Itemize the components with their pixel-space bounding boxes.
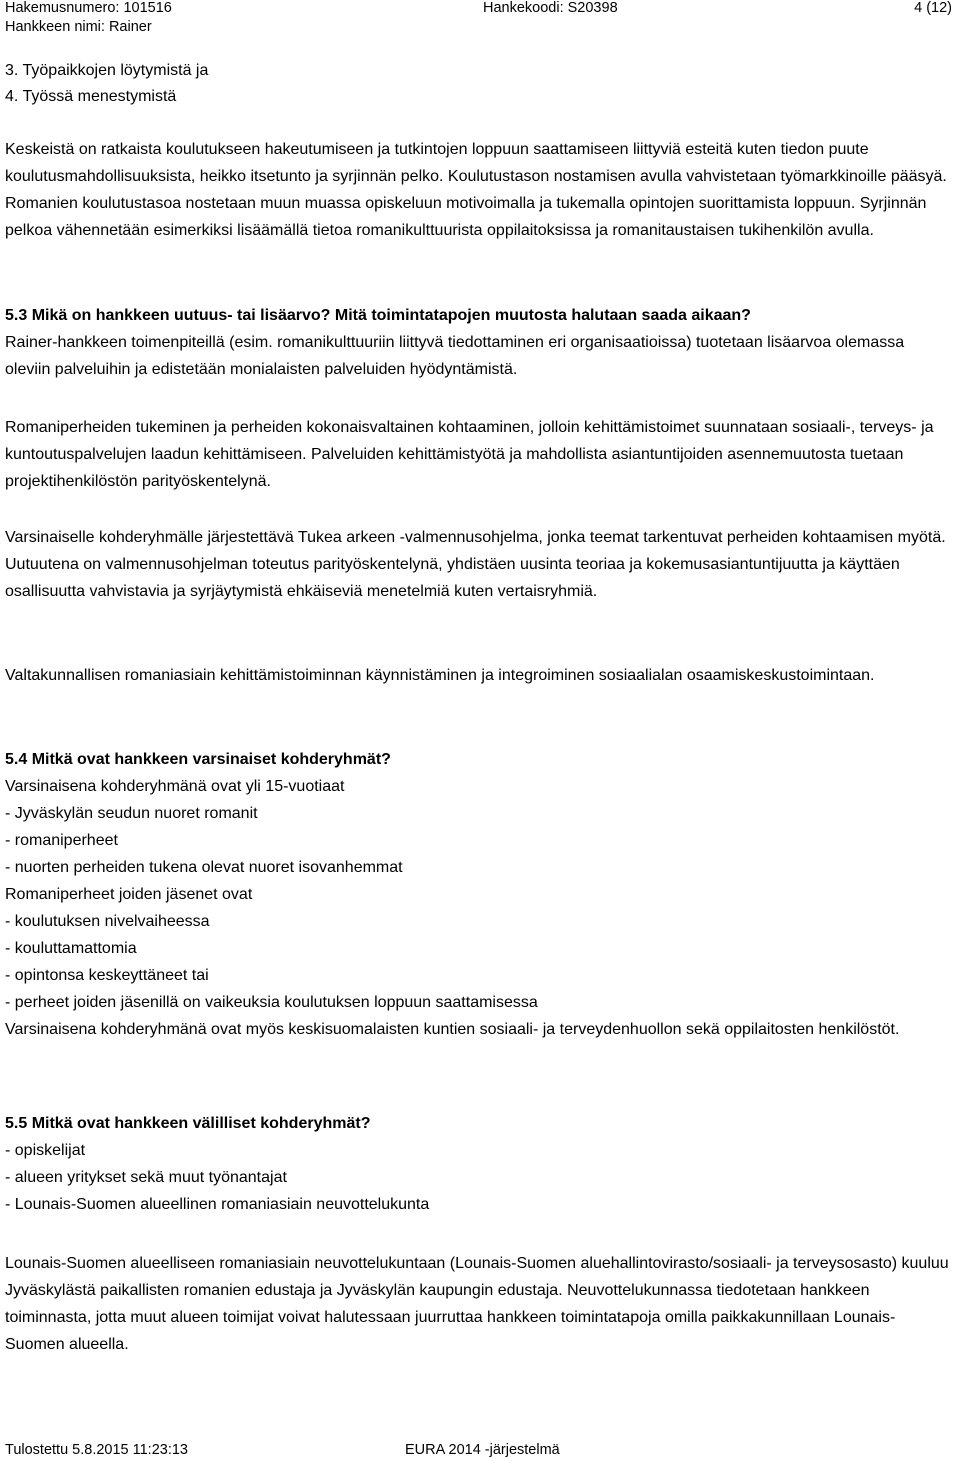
barriers-paragraph: Keskeistä on ratkaista koulutukseen hakeutumiseen ja tutkintojen loppuun saattamiseen liittyviä esteitä kuten tiedon puute koulutusmahdollisuuksista, heikko itsetunto ja syrjinnän pelko. Koulutustason nostamisen avulla vahvistetaan työmarkkinoille pääsyä. Romanien koulutustasoa nostetaan muun muassa opiskeluun motivoimalla ja tukemalla opintojen suorittamista loppuun. Syrjinnän pelkoa vähennetään esimerkiksi lisäämällä tietoa romanikulttuurista oppilaitoksissa ja romanitaustaisen tukihenkilön avulla. [5, 141, 947, 239]
section-5-5-heading: 5.5 Mitkä ovat hankkeen välilliset kohderyhmät? [5, 1115, 371, 1132]
section-5-4 [5, 746, 953, 1043]
section-5-5 [5, 1110, 953, 1218]
indirect-group-closing: Lounais-Suomen alueelliseen romaniasiain neuvottelukuntaan (Lounais-Suomen aluehallintovirasto/sosiaali- ja terveysosasto) kuuluu Jyväskylästä paikallisten romanien edustaja ja Jyväskylän kaupungin edustaja. Neuvottelukunnassa tiedotetaan hankkeen toiminnasta, jotta muut alueen toimijat voivat halutessaan juurruttaa hankkeen toimintatapoja omilla paikkakunnillaan Lounais-Suomen alueella. [5, 1255, 949, 1353]
section-5-3-paragraph: Valtakunnallisen romaniasiain kehittämistoiminnan käynnistäminen ja integroiminen sosiaalialan osaamiskeskustoimintaan. [5, 667, 875, 684]
target-group-line: - kouluttamattomia [5, 940, 137, 957]
section-5-3-paragraph: Romaniperheiden tukeminen ja perheiden kokonaisvaltainen kohtaaminen, jolloin kehittämistoimet suunnataan sosiaali-, terveys- ja kuntoutuspalvelujen laadun kehittämiseen. Palveluiden kehittämistyötä ja mahdollista asiantuntijoiden asennemuutosta tuetaan projektihenkilöstön parityöskentelynä. [5, 419, 934, 490]
system-name: EURA 2014 -järjestelmä [405, 1442, 560, 1458]
page-number: 4 (12) [914, 0, 952, 16]
indirect-group-line: - alueen yritykset sekä muut työnantajat [5, 1169, 287, 1186]
target-group-line: Romaniperheet joiden jäsenet ovat [5, 886, 253, 903]
barriers-paragraph-block [5, 136, 953, 244]
target-group-closing: Varsinaisena kohderyhmänä ovat myös keskisuomalaisten kuntien sosiaali- ja terveydenhuollon sekä oppilaitosten henkilöstöt. [5, 1021, 900, 1038]
target-group-line: - koulutuksen nivelvaiheessa [5, 913, 210, 930]
section-5-4-heading: 5.4 Mitkä ovat hankkeen varsinaiset kohderyhmät? [5, 751, 391, 768]
target-group-line: - perheet joiden jäsenillä on vaikeuksia koulutuksen loppuun saattamisessa [5, 994, 538, 1011]
section-5-3 [5, 302, 953, 383]
target-group-line: - opintonsa keskeyttäneet tai [5, 967, 209, 984]
indirect-group-line: - Lounais-Suomen alueellinen romaniasiain neuvottelukunta [5, 1196, 430, 1213]
section-5-3-p3-block [5, 524, 953, 605]
section-5-3-paragraph: Rainer-hankkeen toimenpiteillä (esim. romanikulttuuriin liittyvä tiedottaminen eri organisaatioissa) tuotetaan lisäarvoa olemassa oleviin palveluihin ja edistetään monialaisten palveluiden hyödyntämistä. [5, 334, 905, 378]
list-item: 3. Työpaikkojen löytymistä ja [5, 62, 209, 79]
target-group-line: - romaniperheet [5, 832, 118, 849]
target-group-line: - nuorten perheiden tukena olevat nuoret isovanhemmat [5, 859, 403, 876]
printed-timestamp: Tulostettu 5.8.2015 11:23:13 [5, 1442, 188, 1458]
section-5-3-p2-block [5, 414, 953, 495]
section-5-3-heading: 5.3 Mikä on hankkeen uutuus- tai lisäarvo? Mitä toimintatapojen muutosta halutaan saada aikaan? [5, 307, 751, 324]
project-code: Hankekoodi: S20398 [483, 0, 618, 16]
application-number: Hakemusnumero: 101516 [5, 0, 172, 16]
target-group-line: Varsinaisena kohderyhmänä ovat yli 15-vuotiaat [5, 778, 345, 795]
numbered-list-end [5, 58, 208, 110]
target-group-line: - Jyväskylän seudun nuoret romanit [5, 805, 258, 822]
list-item: 4. Työssä menestymistä [5, 88, 177, 105]
section-5-5-closing-block [5, 1250, 953, 1358]
indirect-group-line: - opiskelijat [5, 1142, 86, 1159]
section-5-3-p4-block [5, 662, 953, 689]
section-5-3-paragraph: Varsinaiselle kohderyhmälle järjestettävä Tukea arkeen -valmennusohjelma, jonka teemat tarkentuvat perheiden kohtaamisen myötä. Uutuutena on valmennusohjelman toteutus parityöskentelynä, yhdistäen uusinta teoriaa ja kokemusasiantuntijuutta ja käyttäen osallisuutta vahvistavia ja syrjäytymistä ehkäiseviä menetelmiä kuten vertaisryhmiä. [5, 529, 946, 600]
project-name: Hankkeen nimi: Rainer [5, 19, 152, 35]
